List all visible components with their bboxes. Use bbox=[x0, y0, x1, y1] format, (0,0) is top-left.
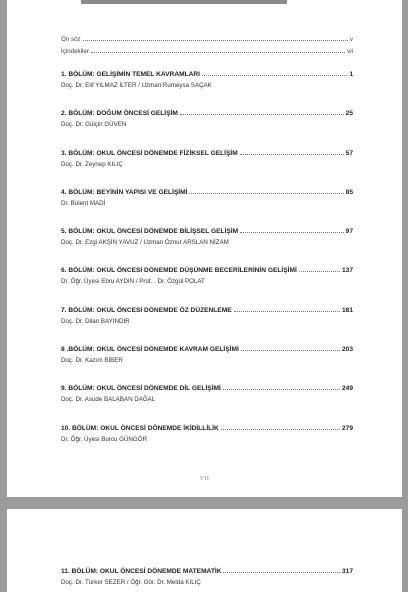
chapter-title: 5. BÖLÜM: OKUL ÖNCESİ DÖNEMDE BİLİŞSEL GELİŞİM bbox=[61, 228, 239, 236]
chapter-page: 317 bbox=[341, 568, 353, 575]
chapter-title: 8 .BÖLÜM: OKUL ÖNCESİ DÖNEMDE KAVRAM GELİŞİMİ bbox=[61, 346, 239, 354]
book-page-vii bbox=[7, 0, 402, 497]
toc-entry bbox=[61, 186, 353, 225]
dot-leader bbox=[240, 154, 344, 155]
chapter-authors: Doç. Dr. Gülçin GÜVEN bbox=[61, 121, 127, 129]
chapter-authors: Dr. Bülent MADİ bbox=[61, 199, 106, 207]
chapter-authors: Doç. Dr. Asude BALABAN DAĞAL bbox=[61, 396, 156, 404]
chapter-authors: Dr. Öğr. Üyesi Burcu GÜNGÖR bbox=[61, 435, 147, 443]
dot-leader bbox=[299, 271, 340, 272]
front-matter-line bbox=[61, 31, 353, 43]
chapter-title: 6. BÖLÜM: OKUL ÖNCESİ DÖNEMDE DÜŞÜNME BECERİLERİNİN GELİŞİMİ bbox=[61, 267, 297, 275]
chapter-authors: Doç. Dr. Türker SEZER / Öğr. Gör. Dr. Melda KILIÇ bbox=[61, 579, 201, 586]
front-matter-list bbox=[61, 31, 353, 55]
toc-entry bbox=[61, 264, 353, 303]
toc-entry bbox=[61, 107, 353, 146]
chapter-page: 279 bbox=[341, 424, 353, 432]
chapter-title: 10. BÖLÜM: OKUL ÖNCESİ DÖNEMDE İKİDİLLİLİK bbox=[61, 424, 219, 432]
dot-leader bbox=[91, 52, 345, 53]
chapter-page: 57 bbox=[345, 149, 353, 157]
chapter-page: 181 bbox=[341, 306, 353, 314]
chapter-authors: Doç. Dr. Dilan BAYINDIR bbox=[61, 317, 130, 325]
dot-leader bbox=[202, 75, 347, 76]
chapter-title: 2. BÖLÜM: DOĞUM ÖNCESİ GELİŞİM bbox=[61, 110, 178, 118]
page-number: VII bbox=[199, 476, 210, 482]
chapter-title: 4. BÖLÜM: BEYİNİN YAPISI VE GELİŞİMİ bbox=[61, 188, 188, 196]
dot-leader bbox=[223, 572, 340, 573]
chapter-page: 1 bbox=[349, 71, 353, 78]
chapter-authors: Doç. Dr. Elif YILMAZ İLTER / Uzman Rumeysa SAÇAK bbox=[61, 82, 212, 89]
chapter-title: 1. BÖLÜM: GELİŞİMİN TEMEL KAVRAMLARI bbox=[61, 71, 200, 78]
chapter-authors: Dr. Öğr. Üyesi Ebru AYDIN / Prof. . Dr. Özgül POLAT bbox=[61, 278, 205, 286]
chapter-title: 11. BÖLÜM: OKUL ÖNCESİ DÖNEMDE MATEMATİK bbox=[61, 568, 222, 575]
chapter-authors: Doç. Dr. Kazım BİBER bbox=[61, 357, 123, 365]
front-matter-label: İçindekiler bbox=[61, 48, 89, 55]
chapter-page: 97 bbox=[345, 228, 353, 236]
chapter-title: 9. BÖLÜM: OKUL ÖNCESİ DÖNEMDE DİL GELİŞİMİ bbox=[61, 385, 221, 393]
dot-leader bbox=[223, 389, 340, 390]
chapter-authors: Doç. Dr. Ezgi AKŞİN YAVUZ / Uzman Öznur ARSLAN NİZAM bbox=[61, 239, 229, 247]
dot-leader bbox=[83, 40, 348, 41]
dot-leader bbox=[221, 429, 340, 430]
toc-entry bbox=[61, 382, 353, 421]
chapter-page: 85 bbox=[345, 188, 353, 196]
toc-entry bbox=[61, 68, 353, 107]
chapter-title: 7. BÖLÜM: OKUL ÖNCESİ DÖNEMDE ÖZ DÜZENLEME bbox=[61, 306, 232, 314]
dot-leader bbox=[241, 350, 340, 351]
front-matter-line bbox=[61, 43, 353, 55]
front-matter-page: vii bbox=[347, 48, 353, 55]
toc-entry bbox=[61, 343, 353, 382]
chapter-title: 3. BÖLÜM: OKUL ÖNCESİ DÖNEMDE FİZİKSEL GELİŞİM bbox=[61, 149, 238, 157]
chapter-authors: Doç. Dr. Zeynep KILIÇ bbox=[61, 160, 123, 168]
top-binding-strip bbox=[81, 0, 287, 4]
chapter-page: 137 bbox=[341, 267, 353, 275]
chapter-page: 249 bbox=[341, 385, 353, 393]
toc-entry bbox=[61, 565, 353, 592]
table-of-contents bbox=[61, 68, 353, 461]
book-page-next bbox=[7, 509, 402, 592]
chapter-page: 25 bbox=[345, 110, 353, 118]
toc-entry bbox=[61, 225, 353, 264]
dot-leader bbox=[234, 311, 340, 312]
front-matter-page: v bbox=[349, 36, 353, 43]
toc-entry bbox=[61, 304, 353, 343]
dot-leader bbox=[189, 193, 343, 194]
dot-leader bbox=[240, 232, 344, 233]
toc-entry bbox=[61, 422, 353, 461]
toc-entry bbox=[61, 147, 353, 186]
dot-leader bbox=[180, 114, 344, 115]
chapter-page: 203 bbox=[341, 346, 353, 354]
front-matter-label: Ön söz bbox=[61, 36, 81, 43]
table-of-contents-continued bbox=[61, 565, 353, 592]
